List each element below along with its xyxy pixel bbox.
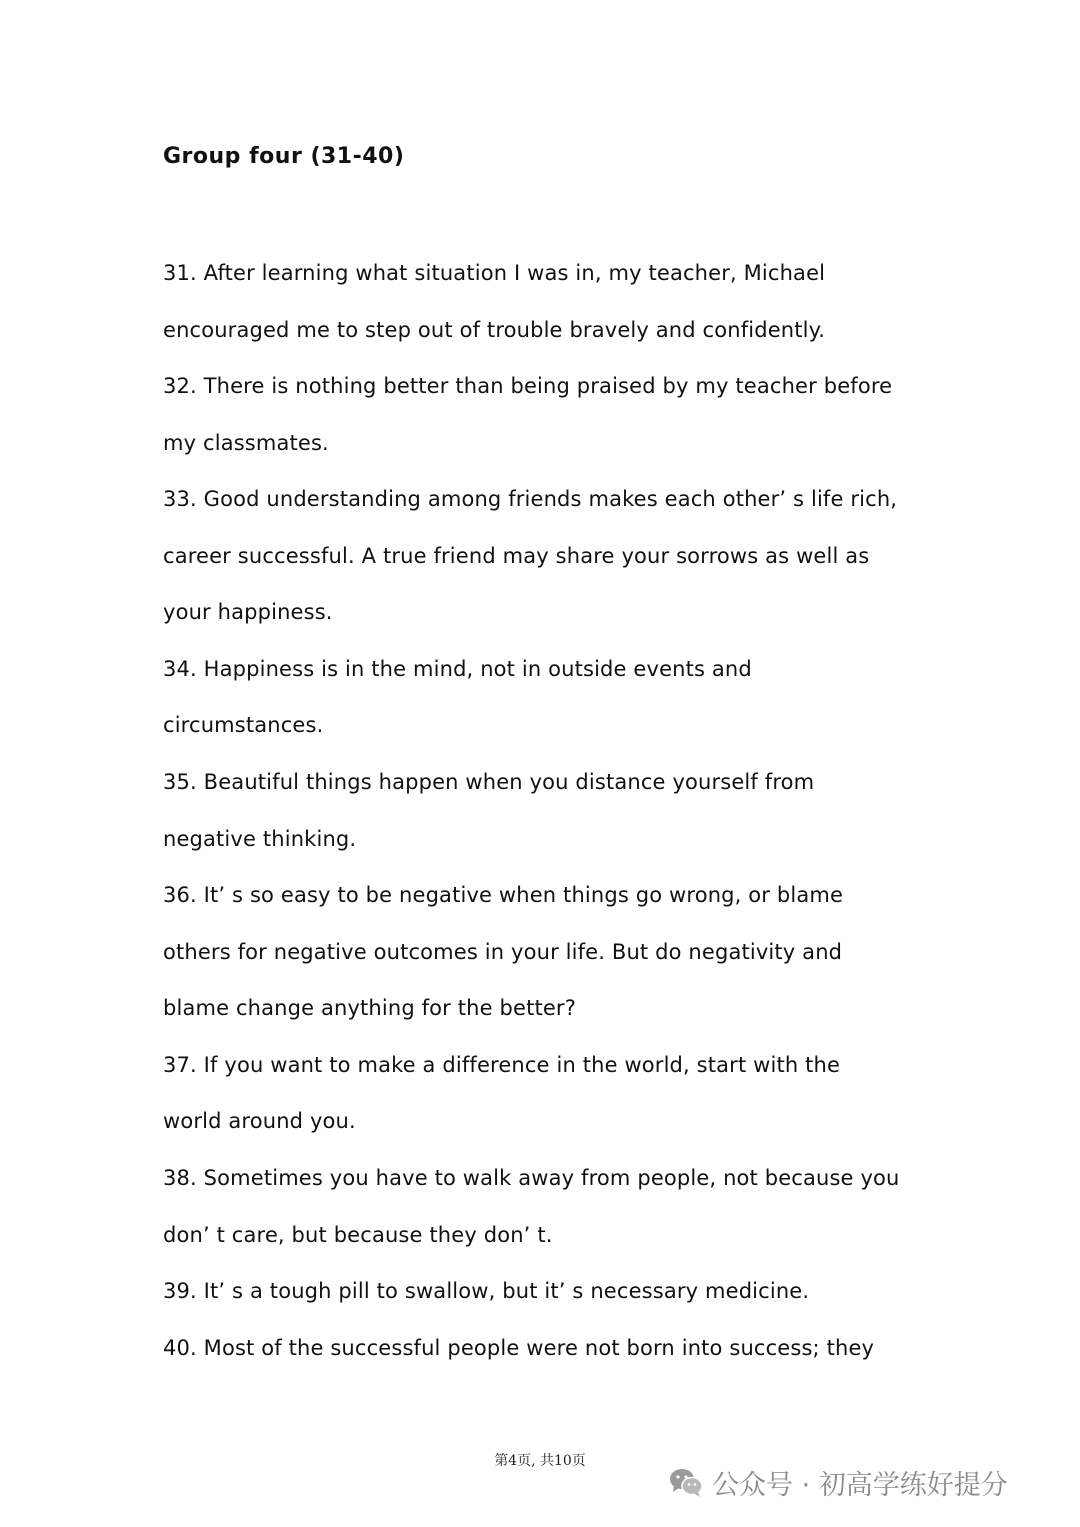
- text-line: circumstances.: [163, 713, 324, 737]
- wechat-icon: [668, 1466, 704, 1498]
- watermark: [668, 1462, 1008, 1502]
- text-line: your happiness.: [163, 600, 333, 624]
- text-line: 38. Sometimes you have to walk away from people, not because you: [163, 1166, 900, 1190]
- text-line: 36. It’ s so easy to be negative when things go wrong, or blame: [163, 883, 844, 907]
- text-line: blame change anything for the better?: [163, 996, 576, 1020]
- text-line: 39. It’ s a tough pill to swallow, but it’ s necessary medicine.: [163, 1279, 810, 1303]
- text-line: 33. Good understanding among friends makes each other’ s life rich,: [163, 487, 898, 511]
- text-line: world around you.: [163, 1109, 356, 1133]
- text-line: my classmates.: [163, 431, 329, 455]
- text-line: 37. If you want to make a difference in the world, start with the: [163, 1053, 841, 1077]
- text-line: 32. There is nothing better than being praised by my teacher before: [163, 374, 893, 398]
- text-line: negative thinking.: [163, 827, 357, 851]
- section-heading: Group four (31-40): [163, 144, 405, 169]
- text-line: encouraged me to step out of trouble bravely and confidently.: [163, 318, 826, 342]
- text-line: career successful. A true friend may share your sorrows as well as: [163, 544, 870, 568]
- text-line: don’ t care, but because they don’ t.: [163, 1223, 553, 1247]
- text-line: 31. After learning what situation I was in, my teacher, Michael: [163, 261, 826, 285]
- watermark-text: 公众号 · 初高学练好提分: [712, 1469, 1008, 1501]
- page-indicator: 第4页, 共10页: [494, 1453, 586, 1469]
- text-line: others for negative outcomes in your life. But do negativity and: [163, 940, 843, 964]
- text-line: 35. Beautiful things happen when you distance yourself from: [163, 770, 815, 794]
- text-line: 40. Most of the successful people were not born into success; they: [163, 1336, 875, 1360]
- text-line: 34. Happiness is in the mind, not in outside events and: [163, 657, 752, 681]
